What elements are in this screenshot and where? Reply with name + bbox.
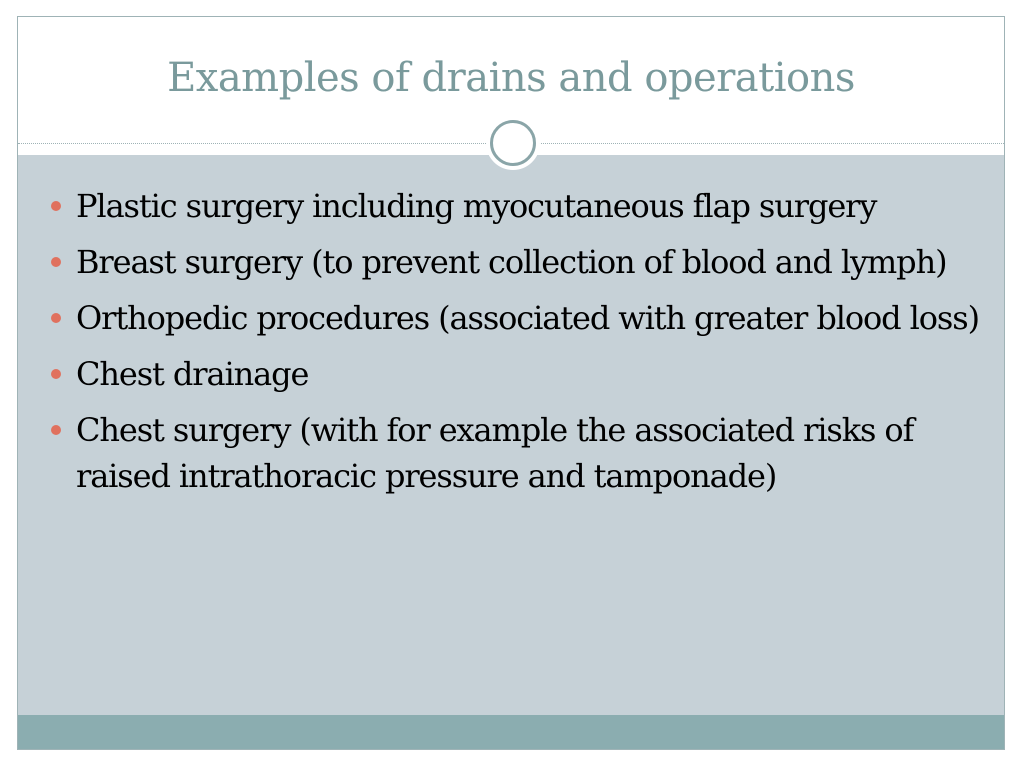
list-item [50,407,980,499]
bullet-dot-icon [51,201,61,211]
bullet-text: Chest drainage [76,355,309,393]
bullet-dot-icon [51,257,61,267]
bullet-dot-icon [51,369,61,379]
footer-bar [18,715,1004,749]
bullet-dot-icon [51,313,61,323]
bullet-text: Chest surgery (with for example the associated risks of raised intrathoracic pressure and tamponade) [76,411,914,495]
ornament-ring [490,120,536,166]
slide-title: Examples of drains and operations [167,55,855,101]
bullet-text: Breast surgery (to prevent collection of blood and lymph) [76,243,947,281]
list-item [50,295,980,341]
bullet-dot-icon [51,425,61,435]
list-item [50,239,980,285]
bullet-list [50,183,980,509]
circle-ring-icon [486,116,540,170]
bullet-text: Orthopedic procedures (associated with greater blood loss) [76,299,979,337]
list-item [50,183,980,229]
list-item [50,351,980,397]
bullet-text: Plastic surgery including myocutaneous flap surgery [76,187,877,225]
slide [17,16,1005,750]
